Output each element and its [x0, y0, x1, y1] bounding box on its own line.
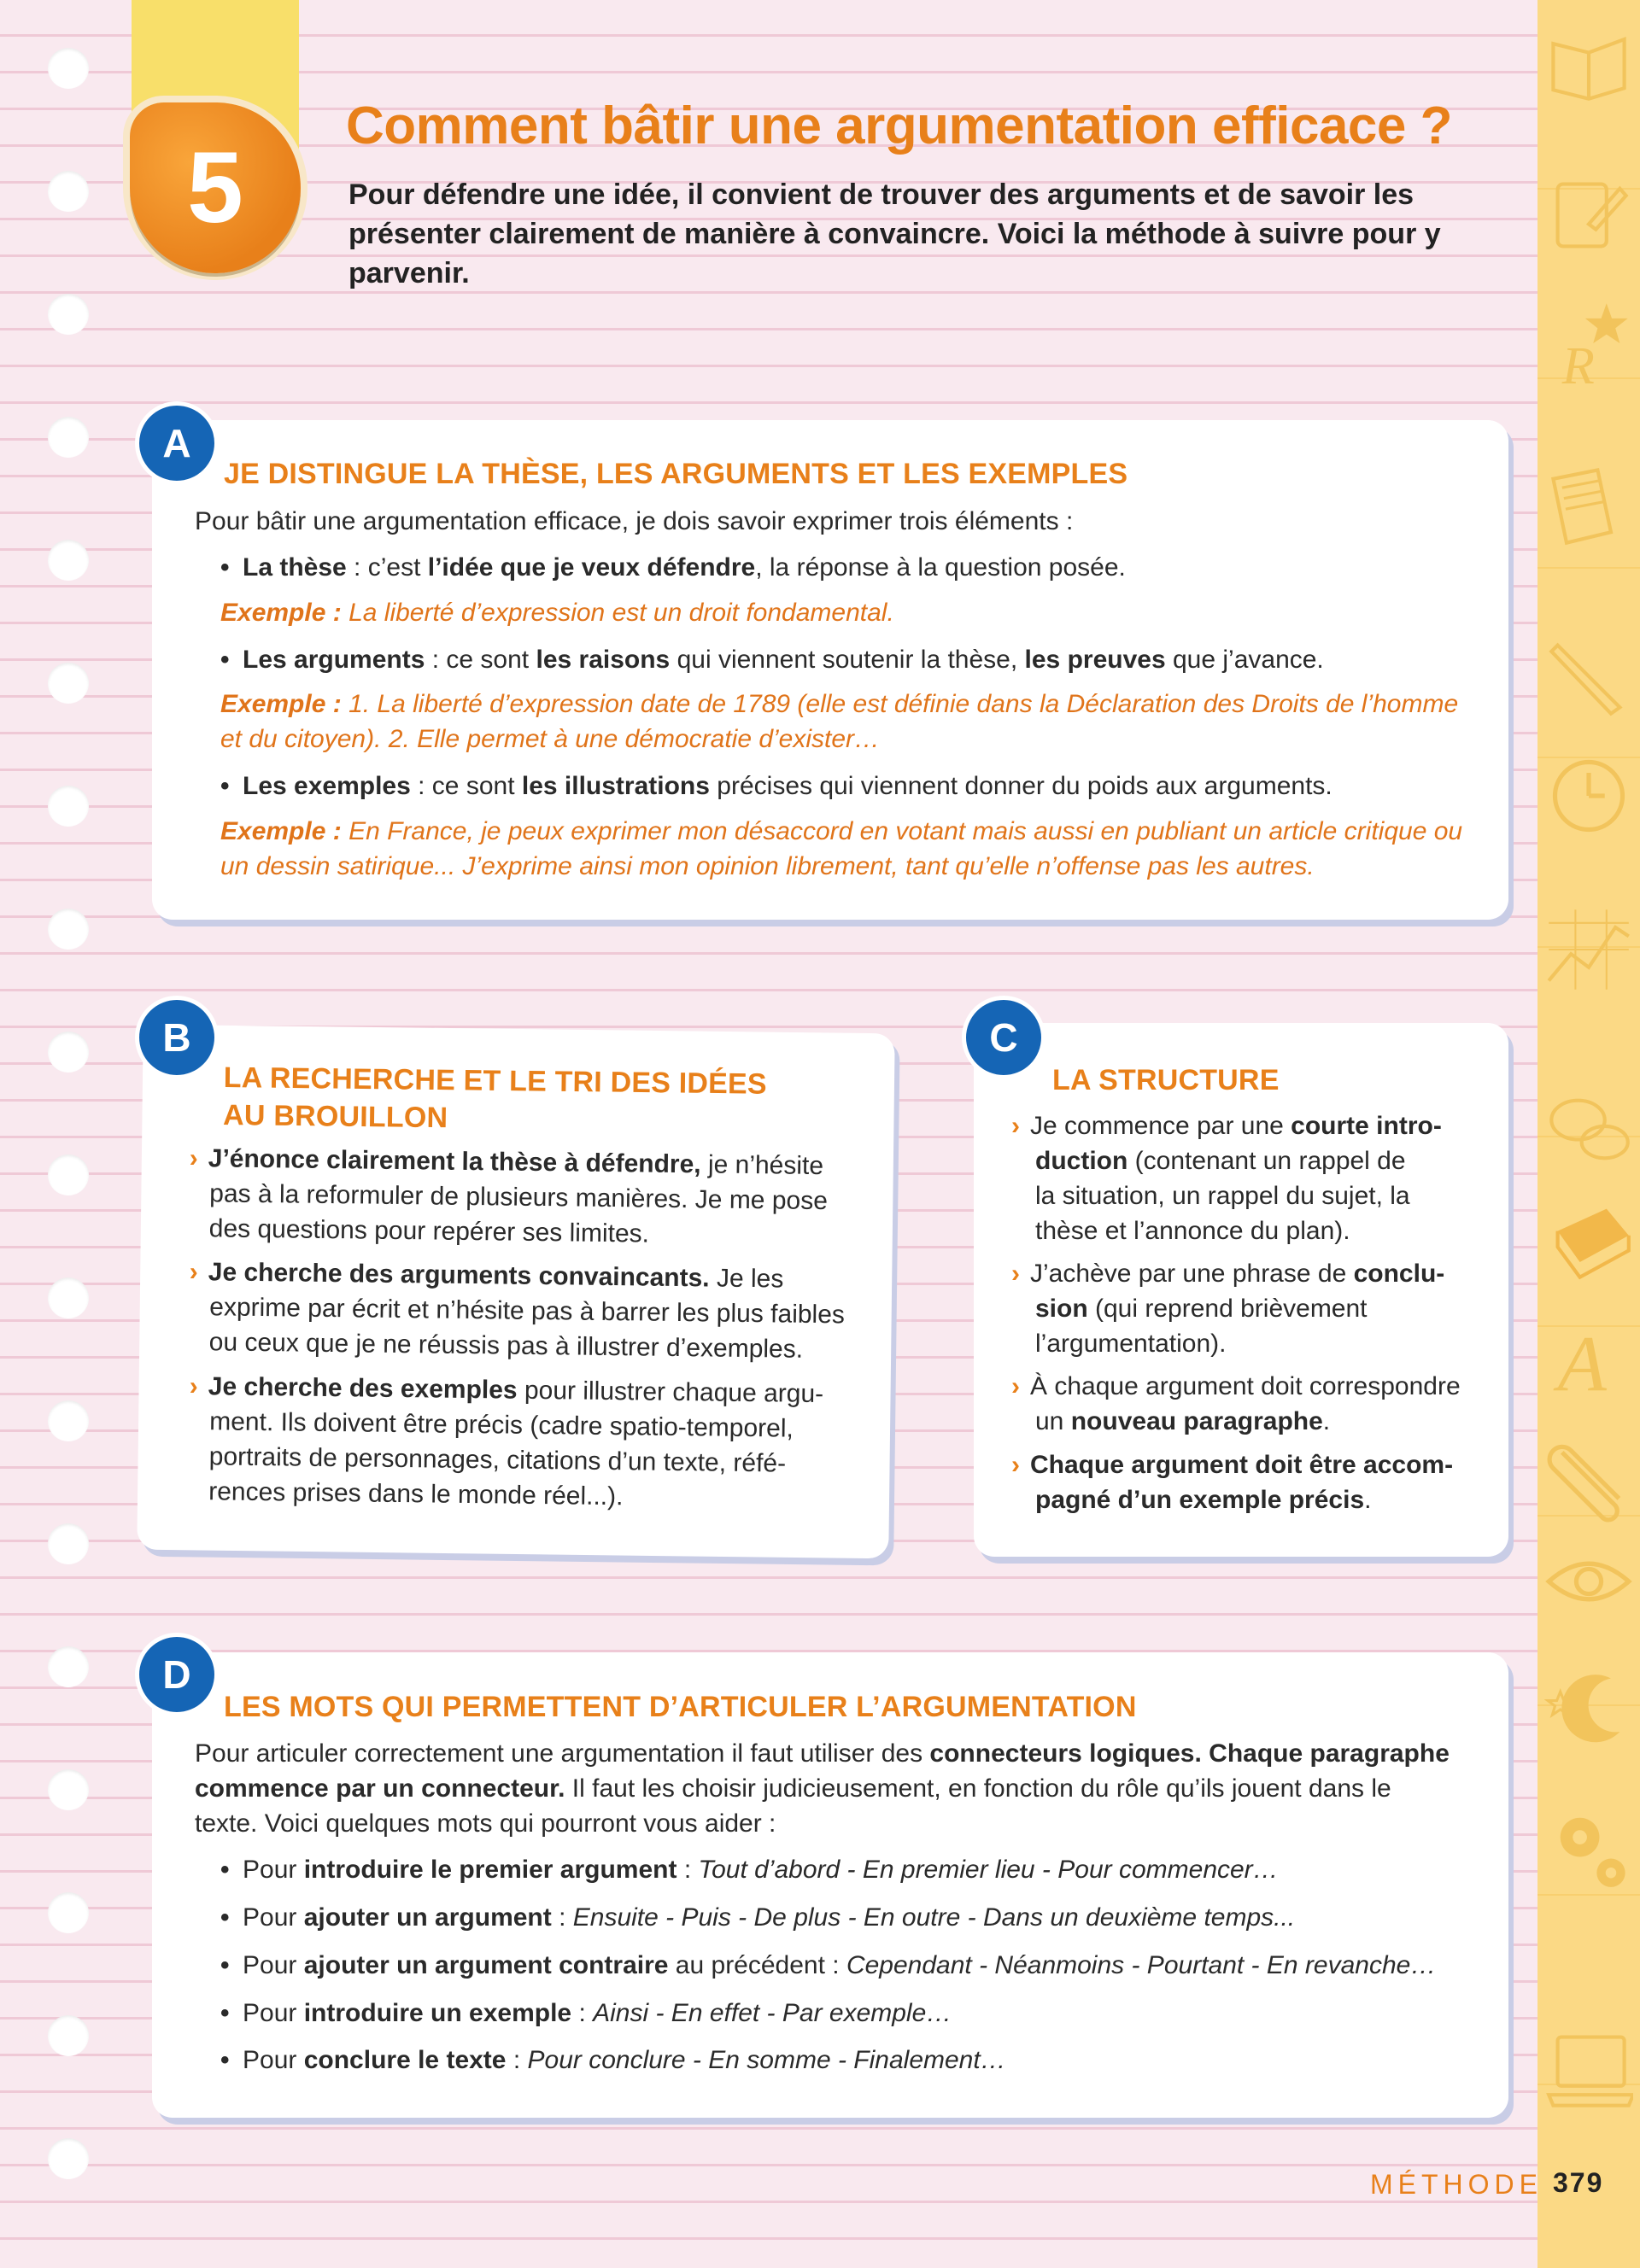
pen-icon [1544, 632, 1633, 721]
book-icon [1544, 17, 1633, 106]
punch-hole [48, 1154, 89, 1195]
punch-hole [48, 417, 89, 458]
book-closed-icon [1544, 1195, 1633, 1284]
gear-icon [1544, 1802, 1633, 1891]
section-c-item-1: › Je commence par une courte intro- duction (contenant un rappel de la situation, un rappel du sujet, la thèse et l’annonce du plan). [1011, 1112, 1442, 1245]
connector-item: • Pour introduire un exemple : Ainsi - En effet - Par exemple… [220, 1999, 952, 2027]
punch-hole [48, 2138, 89, 2179]
chapter-number-badge [130, 102, 301, 273]
intro-paragraph: Pour défendre une idée, il convient de trouver des arguments et de savoir les présenter clairement de manière à convaincre. Voici la méthode à suivre pour y parvenir. [348, 178, 1441, 289]
notepad-icon [1544, 171, 1633, 260]
star-icon [1544, 299, 1633, 388]
section-d-badge: D [135, 1633, 219, 1716]
punch-hole [48, 1646, 89, 1687]
punch-hole [48, 540, 89, 581]
connector-item: • Pour introduire le premier argument : Tout d’abord - En premier lieu - Pour commencer… [220, 1856, 1279, 1884]
section-c-title: LA STRUCTURE [1052, 1064, 1280, 1096]
letter-a-icon [1544, 1315, 1633, 1404]
example-arguments: Exemple : 1. La liberté d’expression date de 1789 (elle est définie dans la Déclaration des Droits de l’homme et du citoyen). 2. Elle permet à une démocratie d’exister… [220, 690, 1459, 753]
chart-icon [1544, 905, 1633, 994]
paperclip-icon [1544, 1435, 1633, 1523]
punch-hole [48, 1400, 89, 1441]
punch-hole [48, 1523, 89, 1564]
svg-text:A: A [1557, 1320, 1607, 1404]
page-number: 379 [1553, 2167, 1604, 2198]
section-b-item-2: › Je cherche des arguments convaincants. Je les exprime par écrit et n’hésite pas à barrer les plus faibles ou ceux que je ne réussis pas à illustrer d’exemples. [189, 1257, 846, 1364]
punch-hole [48, 48, 89, 89]
example-exemples: Exemple : En France, je peux exprimer mon désaccord en votant mais aussi en publiant un article critique ou un dessin satirique... J’exprime ainsi mon opinion librement, tant qu’elle n’offense pas les autres. [220, 817, 1463, 880]
section-c-item-4: › Chaque argument doit être accom- pagné d’un exemple précis. [1011, 1451, 1454, 1514]
section-c-item-3: › À chaque argument doit correspondre un nouveau paragraphe. [1011, 1372, 1461, 1435]
connector-item: • Pour ajouter un argument : Ensuite - Puis - De plus - En outre - Dans un deuxième temps... [220, 1903, 1296, 1932]
svg-text:R: R [1561, 336, 1595, 388]
section-a-lead: Pour bâtir une argumentation efficace, je dois savoir exprimer trois éléments : [195, 507, 1074, 535]
punch-hole [48, 1892, 89, 1933]
section-b-title: LA RECHERCHE ET LE TRI DES IDÉES AU BROUILLON [222, 1061, 768, 1135]
punch-hole [48, 1032, 89, 1073]
section-d-paragraph: Pour articuler correctement une argumentation il faut utiliser des connecteurs logiques. Chaque paragraphe commence par un connecteur. Il faut les choisir judicieusement, en fonction du rôle qu’ils jouent dans le texte. Voici quelques mots qui pourront vous aider : [195, 1739, 1450, 1838]
notebook-icon [1544, 461, 1633, 550]
punch-hole [48, 1769, 89, 1810]
laptop-icon [1544, 2024, 1633, 2113]
bullet-arguments: • Les arguments : ce sont les raisons qui viennent soutenir la thèse, les preuves que j’avance. [220, 646, 1324, 674]
section-a-title: JE DISTINGUE LA THÈSE, LES ARGUMENTS ET LES EXEMPLES [224, 458, 1128, 490]
punch-hole [48, 1277, 89, 1318]
clock-icon [1544, 751, 1633, 840]
eye-icon [1544, 1537, 1633, 1626]
punch-hole [48, 786, 89, 827]
punch-hole [48, 171, 89, 212]
connector-item: • Pour ajouter un argument contraire au précédent : Cependant - Néanmoins - Pourtant - En revanche… [220, 1951, 1437, 1979]
footer-section-label: MÉTHODE [1370, 2169, 1543, 2200]
punch-hole [48, 294, 89, 335]
section-b-item-1: › J’énonce clairement la thèse à défendre, je n’hésite pas à la reformuler de plusieurs manières. Je me pose des questions pour repérer ses limites. [189, 1143, 829, 1248]
section-b-item-3: › Je cherche des exemples pour illustrer chaque argu- ment. Ils doivent être précis (cadre spatio-temporel, portraits de personnages, citations d’un texte, réfé- rences prises dans le monde réel...). [189, 1371, 824, 1511]
section-c-item-2: › J’achève par une phrase de conclu- sion (qui reprend brièvement l’argumentation). [1011, 1260, 1445, 1358]
bullet-exemples: • Les exemples : ce sont les illustrations précises qui viennent donner du poids aux arguments. [220, 772, 1332, 800]
connector-item: • Pour conclure le texte : Pour conclure - En somme - Finalement… [220, 2046, 1006, 2074]
section-d-title: LES MOTS QUI PERMETTENT D’ARTICULER L’ARGUMENTATION [224, 1691, 1137, 1723]
section-a-badge: A [135, 401, 219, 485]
section-c-badge: C [962, 996, 1046, 1079]
example-these: Exemple : La liberté d’expression est un droit fondamental. [220, 599, 894, 627]
bullet-these: • La thèse : c’est l’idée que je veux défendre, la réponse à la question posée. [220, 553, 1126, 582]
page-title: Comment bâtir une argumentation efficace ? [346, 96, 1452, 155]
section-b-badge: B [135, 996, 219, 1079]
chapter-number: 5 [187, 132, 243, 244]
punch-hole [48, 2015, 89, 2056]
moon-star-icon [1544, 1665, 1633, 1754]
speech-bubbles-icon [1544, 1084, 1633, 1173]
punch-hole [48, 663, 89, 704]
punch-hole [48, 909, 89, 950]
